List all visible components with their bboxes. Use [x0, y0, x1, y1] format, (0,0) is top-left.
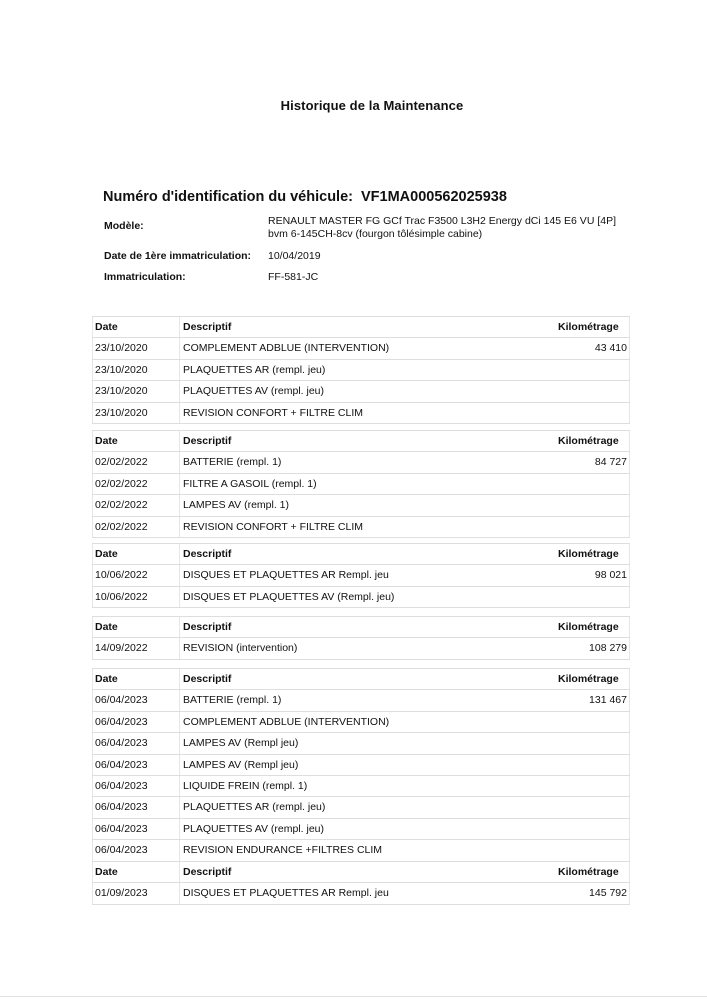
model-label: Modèle: — [104, 220, 144, 232]
header-descriptif: Descriptif — [183, 866, 232, 878]
table-row — [92, 360, 630, 381]
table-row — [92, 797, 630, 818]
header-kilometrage: Kilométrage — [558, 435, 619, 447]
header-date: Date — [95, 866, 118, 878]
row-date: 06/04/2023 — [95, 737, 148, 750]
table-row — [92, 474, 630, 495]
table-row — [92, 587, 630, 608]
row-descriptif: COMPLEMENT ADBLUE (INTERVENTION) — [183, 342, 390, 355]
table-row — [92, 338, 630, 359]
table-row — [92, 840, 630, 861]
row-date: 23/10/2020 — [95, 406, 148, 419]
row-descriptif: PLAQUETTES AV (rempl. jeu) — [183, 822, 325, 835]
footer-rule — [0, 996, 707, 997]
registration-value: FF-581-JC — [268, 271, 319, 283]
table-header-row — [92, 668, 630, 690]
row-kilometrage: 84 727 — [594, 456, 627, 469]
row-date: 23/10/2020 — [95, 342, 148, 355]
row-kilometrage: 98 021 — [594, 569, 627, 582]
row-descriptif: DISQUES ET PLAQUETTES AR Rempl. jeu — [183, 569, 389, 582]
row-descriptif: DISQUES ET PLAQUETTES AR Rempl. jeu — [183, 887, 389, 900]
header-kilometrage: Kilométrage — [558, 673, 619, 685]
row-date: 06/04/2023 — [95, 715, 148, 728]
table-row — [92, 381, 630, 402]
header-kilometrage: Kilométrage — [558, 866, 619, 878]
table-row — [92, 638, 630, 659]
header-descriptif: Descriptif — [183, 621, 232, 633]
row-descriptif: PLAQUETTES AR (rempl. jeu) — [183, 363, 326, 376]
row-descriptif: LAMPES AV (Rempl jeu) — [183, 758, 299, 771]
row-descriptif: REVISION CONFORT + FILTRE CLIM — [183, 520, 363, 533]
header-kilometrage: Kilométrage — [558, 321, 619, 333]
table-row — [92, 452, 630, 473]
maintenance-section — [92, 543, 630, 608]
header-descriptif: Descriptif — [183, 673, 232, 685]
row-descriptif: REVISION CONFORT + FILTRE CLIM — [183, 406, 363, 419]
header-descriptif: Descriptif — [183, 548, 232, 560]
row-descriptif: FILTRE A GASOIL (rempl. 1) — [183, 477, 317, 490]
maintenance-section — [92, 316, 630, 424]
header-date: Date — [95, 548, 118, 560]
row-kilometrage: 43 410 — [594, 342, 627, 355]
table-row — [92, 517, 630, 538]
table-row — [92, 565, 630, 586]
row-date: 06/04/2023 — [95, 694, 148, 707]
row-kilometrage: 108 279 — [589, 642, 627, 655]
table-header-row — [92, 430, 630, 452]
header-date: Date — [95, 621, 118, 633]
model-line-1: RENAULT MASTER FG GCf Trac F3500 L3H2 Energy dCi 145 E6 VU [4P] — [268, 215, 616, 227]
first-registration-value: 10/04/2019 — [268, 250, 321, 262]
vin-value: VF1MA000562025938 — [360, 189, 507, 205]
row-date: 01/09/2023 — [95, 887, 148, 900]
row-descriptif: LAMPES AV (rempl. 1) — [183, 499, 290, 512]
row-date: 10/06/2022 — [95, 569, 148, 582]
row-date: 23/10/2020 — [95, 385, 148, 398]
table-row — [92, 755, 630, 776]
row-descriptif: PLAQUETTES AR (rempl. jeu) — [183, 801, 326, 814]
table-row — [92, 690, 630, 711]
table-row — [92, 819, 630, 840]
row-kilometrage: 131 467 — [589, 694, 627, 707]
header-date: Date — [95, 435, 118, 447]
row-descriptif: DISQUES ET PLAQUETTES AV (Rempl. jeu) — [183, 590, 395, 603]
table-row — [92, 733, 630, 754]
row-date: 02/02/2022 — [95, 477, 148, 490]
table-header-row — [92, 543, 630, 565]
row-date: 02/02/2022 — [95, 499, 148, 512]
table-row — [92, 403, 630, 424]
model-value — [268, 215, 628, 241]
row-date: 06/04/2023 — [95, 844, 148, 857]
row-descriptif: LIQUIDE FREIN (rempl. 1) — [183, 779, 308, 792]
row-date: 06/04/2023 — [95, 758, 148, 771]
header-descriptif: Descriptif — [183, 321, 232, 333]
header-date: Date — [95, 321, 118, 333]
table-header-row — [92, 861, 630, 883]
table-header-row — [92, 616, 630, 638]
row-kilometrage: 145 792 — [589, 887, 627, 900]
table-row — [92, 883, 630, 904]
header-kilometrage: Kilométrage — [558, 621, 619, 633]
header-descriptif: Descriptif — [183, 435, 232, 447]
row-date: 06/04/2023 — [95, 801, 148, 814]
row-date: 02/02/2022 — [95, 520, 148, 533]
header-kilometrage: Kilométrage — [558, 548, 619, 560]
row-date: 14/09/2022 — [95, 642, 148, 655]
page-title: Historique de la Maintenance — [280, 98, 464, 113]
row-date: 10/06/2022 — [95, 590, 148, 603]
row-date: 06/04/2023 — [95, 779, 148, 792]
first-registration-label: Date de 1ère immatriculation: — [104, 250, 252, 262]
table-row — [92, 495, 630, 516]
vin-label: Numéro d'identification du véhicule: — [103, 189, 353, 205]
table-row — [92, 712, 630, 733]
table-row — [92, 776, 630, 797]
maintenance-section — [92, 668, 630, 862]
row-descriptif: REVISION ENDURANCE +FILTRES CLIM — [183, 844, 383, 857]
header-date: Date — [95, 673, 118, 685]
maintenance-section — [92, 616, 630, 660]
row-descriptif: BATTERIE (rempl. 1) — [183, 456, 282, 469]
row-descriptif: REVISION (intervention) — [183, 642, 298, 655]
row-descriptif: PLAQUETTES AV (rempl. jeu) — [183, 385, 325, 398]
row-descriptif: COMPLEMENT ADBLUE (INTERVENTION) — [183, 715, 390, 728]
model-line-2: bvm 6-145CH-8cv (fourgon tôlésimple cabine) — [268, 228, 483, 240]
maintenance-section — [92, 861, 630, 905]
row-descriptif: LAMPES AV (Rempl jeu) — [183, 737, 299, 750]
vin-line — [103, 189, 507, 205]
row-date: 23/10/2020 — [95, 363, 148, 376]
table-header-row — [92, 316, 630, 338]
maintenance-section — [92, 430, 630, 538]
row-descriptif: BATTERIE (rempl. 1) — [183, 694, 282, 707]
row-date: 02/02/2022 — [95, 456, 148, 469]
registration-label: Immatriculation: — [104, 271, 186, 283]
row-date: 06/04/2023 — [95, 822, 148, 835]
